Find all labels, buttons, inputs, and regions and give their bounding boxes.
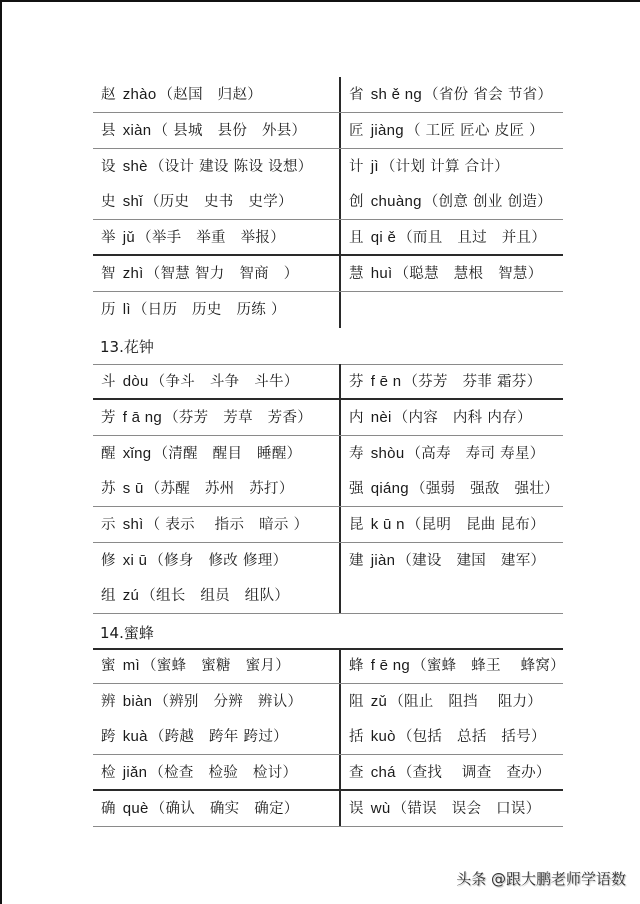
vocab-entry: [349, 719, 563, 754]
table-row: [93, 77, 563, 113]
table-cell: [339, 684, 563, 755]
vocab-entry: [101, 471, 339, 506]
top-border: [0, 0, 640, 2]
table-cell-empty: [339, 292, 563, 328]
char: 确: [101, 801, 116, 817]
words: （蜜蜂 蜜糖 蜜月）: [142, 658, 290, 674]
vocab-table-lesson-12: [93, 77, 563, 328]
vocab-entry: [101, 149, 339, 184]
vocab-table-lesson-13: [93, 364, 563, 614]
vocab-entry: [349, 149, 563, 184]
table-row: [93, 400, 563, 436]
words: （昆明 昆曲 昆布）: [406, 517, 545, 533]
vocab-entry: [101, 77, 339, 112]
pinyin: chuàng: [370, 193, 422, 210]
table-cell: [93, 113, 339, 149]
table-cell: [93, 507, 339, 543]
table-cell: [93, 436, 339, 507]
table-cell: [93, 543, 339, 614]
words: （组长 组员 组队）: [141, 588, 290, 604]
table-cell: [339, 113, 563, 149]
table-cell: [339, 149, 563, 220]
char: 查: [349, 765, 364, 781]
table-cell: [93, 400, 339, 436]
pinyin: huì: [370, 265, 393, 282]
char: 蜜: [101, 658, 116, 674]
char: 设: [101, 159, 116, 175]
char: 斗: [101, 374, 116, 390]
words: （智慧 智力 智商 ）: [145, 266, 299, 282]
vocab-entry: [349, 364, 563, 399]
pinyin: zú: [122, 587, 140, 604]
table-cell: [339, 220, 563, 256]
table-cell: [93, 648, 339, 684]
pinyin: xiàn: [122, 122, 152, 139]
pinyin: mì: [122, 657, 140, 674]
char: 强: [349, 481, 364, 497]
vocab-entry: [101, 648, 339, 683]
table-cell: [339, 400, 563, 436]
table-cell: [93, 149, 339, 220]
table-cell: [339, 436, 563, 507]
table-cell: [93, 364, 339, 400]
char: 芬: [349, 374, 364, 390]
vocab-entry: [349, 256, 563, 291]
pinyin: lì: [122, 301, 131, 318]
words: （芬芳 芬菲 霜芬）: [403, 374, 542, 390]
char: 举: [101, 230, 116, 246]
vocab-entry: [101, 113, 339, 148]
pinyin: zǔ: [370, 693, 388, 710]
table-cell: [93, 220, 339, 256]
words: （建设 建国 建军）: [397, 553, 546, 569]
table-cell: [93, 755, 339, 791]
words: （ 工匠 匠心 皮匠 ）: [405, 123, 544, 139]
pinyin: xǐng: [122, 445, 152, 462]
pinyin: shǐ: [122, 193, 143, 210]
words: （赵国 归赵）: [158, 87, 263, 103]
pinyin: kuà: [122, 728, 148, 745]
table-cell: [339, 543, 563, 614]
vocab-entry: [349, 684, 563, 719]
pinyin: shòu: [370, 445, 405, 462]
vocab-entry: [101, 436, 339, 471]
pinyin: zhì: [122, 265, 144, 282]
char: 智: [101, 266, 116, 282]
vocab-entry: [101, 719, 339, 754]
pinyin: qiáng: [370, 480, 409, 497]
words: （ 县城 县份 外县）: [153, 123, 307, 139]
char: 县: [101, 123, 116, 139]
words: （省份 省会 节省）: [424, 87, 553, 103]
vocab-entry: [349, 184, 563, 219]
table-row: [93, 364, 563, 400]
table-row: [93, 256, 563, 292]
table-row: [93, 220, 563, 256]
char: 建: [349, 553, 364, 569]
char: 苏: [101, 481, 116, 497]
words: （创意 创业 创造）: [423, 194, 552, 210]
pinyin: jì: [370, 158, 379, 175]
pinyin: jǔ: [122, 229, 136, 246]
pinyin: s ū: [122, 480, 144, 497]
char: 跨: [101, 729, 116, 745]
vocab-entry: [101, 292, 339, 327]
vocab-entry: [349, 113, 563, 148]
table-row: [93, 543, 563, 614]
section-heading-14: 14.蜜蜂: [100, 624, 154, 642]
pinyin: qi ě: [370, 229, 397, 246]
vocab-entry: [349, 543, 563, 578]
vocab-entry: [349, 220, 563, 255]
char: 匠: [349, 123, 364, 139]
table-row: [93, 149, 563, 220]
vocab-entry: [101, 755, 339, 790]
pinyin: jiàn: [370, 552, 396, 569]
char: 阻: [349, 694, 364, 710]
pinyin: xi ū: [122, 552, 148, 569]
table-cell: [339, 364, 563, 400]
char: 芳: [101, 410, 116, 426]
table-cell: [339, 791, 563, 827]
vocab-entry: [349, 436, 563, 471]
words: （包括 总括 括号）: [397, 729, 546, 745]
pinyin: nèi: [370, 409, 392, 426]
table-cell: [93, 77, 339, 113]
table-row: [93, 791, 563, 827]
pinyin: f ā ng: [122, 409, 163, 426]
char: 慧: [349, 266, 364, 282]
char: 省: [349, 87, 364, 103]
words: （历史 史书 史学）: [144, 194, 293, 210]
words: （ 表示 指示 暗示 ）: [145, 517, 309, 533]
char: 示: [101, 517, 116, 533]
char: 误: [349, 801, 364, 817]
words: （高寿 寿司 寿星）: [406, 446, 545, 462]
char: 辨: [101, 694, 116, 710]
words: （强弱 强敌 强壮）: [410, 481, 559, 497]
vocab-entry: [101, 578, 339, 613]
pinyin: wù: [370, 800, 391, 817]
pinyin: kuò: [370, 728, 396, 745]
table-row: [93, 684, 563, 755]
table-cell: [339, 256, 563, 292]
vocab-entry: [101, 507, 339, 542]
words: （计划 计算 合计）: [380, 159, 510, 175]
vocab-entry: [349, 77, 563, 112]
vocab-entry: [349, 471, 563, 506]
char: 创: [349, 194, 364, 210]
char: 蜂: [349, 658, 364, 674]
vocab-entry: [101, 220, 339, 255]
words: （争斗 斗争 斗牛）: [150, 374, 299, 390]
table-row: [93, 113, 563, 149]
words: （芬芳 芳草 芳香）: [164, 410, 313, 426]
char: 史: [101, 194, 116, 210]
words: （设计 建设 陈设 设想）: [149, 159, 313, 175]
words: （跨越 跨年 跨过）: [149, 729, 288, 745]
pinyin: f ē ng: [370, 657, 411, 674]
vocab-entry: [101, 364, 339, 399]
pinyin: jiǎn: [122, 764, 148, 781]
vocab-entry: [101, 543, 339, 578]
vocab-entry: [349, 791, 563, 826]
words: （查找 调查 查办）: [397, 765, 551, 781]
words: （而且 且过 并且）: [398, 230, 547, 246]
vocab-entry: [349, 755, 563, 790]
char: 且: [349, 230, 364, 246]
table-row: [93, 648, 563, 684]
pinyin: shè: [122, 158, 148, 175]
section-heading-13: 13.花钟: [100, 338, 154, 356]
vocab-entry: [101, 400, 339, 435]
table-cell: [93, 292, 339, 328]
words: （举手 举重 举报）: [137, 230, 286, 246]
char: 寿: [349, 446, 364, 462]
pinyin: jiàng: [370, 122, 404, 139]
char: 计: [349, 159, 364, 175]
pinyin: biàn: [122, 693, 153, 710]
pinyin: zhào: [122, 86, 157, 103]
char: 昆: [349, 517, 364, 533]
char: 括: [349, 729, 364, 745]
vocab-entry: [101, 684, 339, 719]
char: 修: [101, 553, 116, 569]
table-row: [93, 507, 563, 543]
vocab-entry: [349, 507, 563, 542]
table-cell: [339, 755, 563, 791]
vocab-entry: [349, 400, 563, 435]
pinyin: sh ě ng: [370, 86, 423, 103]
table-cell: [339, 507, 563, 543]
table-cell: [339, 648, 563, 684]
table-row: [93, 292, 563, 328]
words: （蜜蜂 蜂王 蜂窝）: [412, 658, 565, 674]
words: （聪慧 慧根 智慧）: [394, 266, 543, 282]
words: （阻止 阻挡 阻力）: [389, 694, 543, 710]
vocab-entry: [101, 256, 339, 291]
words: （日历 历史 历练 ）: [132, 302, 286, 318]
words: （辨别 分辨 辨认）: [154, 694, 303, 710]
char: 醒: [101, 446, 116, 462]
words: （修身 修改 修理）: [149, 553, 288, 569]
char: 检: [101, 765, 116, 781]
words: （错误 误会 口误）: [392, 801, 541, 817]
words: （确认 确实 确定）: [150, 801, 299, 817]
pinyin: què: [122, 800, 149, 817]
vocab-entry: [101, 791, 339, 826]
words: （检查 检验 检讨）: [149, 765, 298, 781]
table-row: [93, 436, 563, 507]
pinyin: shì: [122, 516, 144, 533]
table-cell: [339, 77, 563, 113]
pinyin: chá: [370, 764, 396, 781]
table-cell: [93, 684, 339, 755]
table-cell: [93, 791, 339, 827]
words: （清醒 醒目 睡醒）: [153, 446, 302, 462]
left-border: [0, 0, 2, 904]
pinyin: f ē n: [370, 373, 402, 390]
words: （苏醒 苏州 苏打）: [145, 481, 294, 497]
pinyin: k ū n: [370, 516, 405, 533]
table-row: [93, 755, 563, 791]
char: 内: [349, 410, 364, 426]
vocab-entry: [349, 648, 563, 683]
watermark: 头条 @跟大鹏老师学语数: [456, 870, 626, 888]
char: 组: [101, 588, 116, 604]
vocab-table-lesson-14: [93, 648, 563, 827]
table-cell: [93, 256, 339, 292]
pinyin: dòu: [122, 373, 149, 390]
vocab-entry: [101, 184, 339, 219]
char: 历: [101, 302, 116, 318]
char: 赵: [101, 87, 116, 103]
words: （内容 内科 内存）: [393, 410, 532, 426]
